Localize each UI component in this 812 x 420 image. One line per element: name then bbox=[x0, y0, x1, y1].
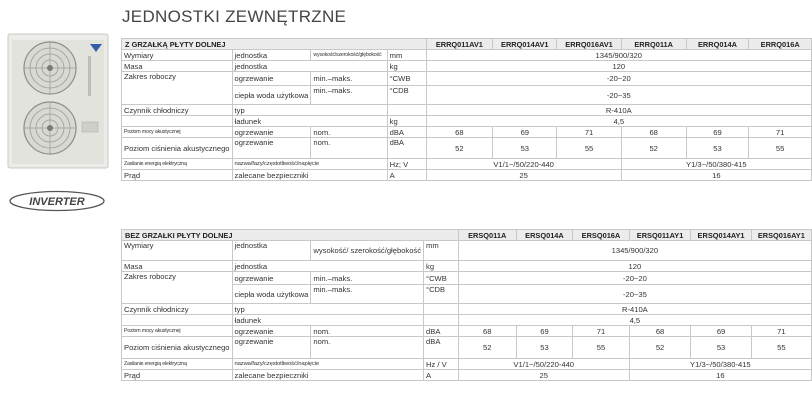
table-cell: Zakres roboczy bbox=[122, 72, 233, 105]
table-cell: Hz / V bbox=[424, 359, 459, 370]
table-cell: Poziom ciśnienia akustycznego bbox=[122, 337, 233, 359]
table-cell: dBA bbox=[424, 337, 459, 359]
table-row bbox=[122, 261, 812, 272]
model-header: ERSQ014AY1 bbox=[691, 230, 751, 241]
table-cell: R-410A bbox=[458, 304, 811, 315]
model-header: ERRQ014A bbox=[686, 39, 749, 50]
table-cell: °CWB bbox=[424, 272, 459, 285]
model-header: ERRQ011AV1 bbox=[426, 39, 493, 50]
table-cell: Zasilanie energią elektryczną bbox=[122, 359, 233, 370]
table-cell: 71 bbox=[557, 127, 621, 138]
inverter-badge bbox=[8, 190, 106, 212]
model-header: ERRQ014AV1 bbox=[493, 39, 557, 50]
table-cell: 68 bbox=[629, 326, 691, 337]
table-cell: 25 bbox=[458, 370, 629, 381]
table-cell: dBA bbox=[387, 138, 426, 159]
table-row bbox=[122, 326, 812, 337]
table-cell: Poziom ciśnienia akustycznego bbox=[122, 138, 233, 159]
table-cell: Zasilanie energią elektryczną bbox=[122, 159, 233, 170]
table-row bbox=[122, 170, 812, 181]
outdoor-unit-image bbox=[6, 32, 110, 170]
model-header: ERRQ011A bbox=[621, 39, 686, 50]
dims-value: 1345/900/320 bbox=[426, 50, 811, 61]
table-cell: zalecane bezpieczniki bbox=[232, 370, 424, 381]
table-cell: wysokość/ szerokość/głębokość bbox=[311, 241, 424, 261]
table-row bbox=[122, 127, 812, 138]
table-cell: nazwa/fazy/częstotliwość/napięcie bbox=[232, 359, 424, 370]
table-cell: Prąd bbox=[122, 370, 233, 381]
table-cell bbox=[122, 315, 233, 326]
table-cell: min.–maks. bbox=[311, 72, 387, 86]
table-cell: min.–maks. bbox=[311, 86, 387, 105]
model-header: ERRQ016A bbox=[749, 39, 812, 50]
table-cell bbox=[122, 116, 233, 127]
spec-table-with-heater bbox=[121, 38, 812, 181]
table-cell: ogrzewanie bbox=[232, 326, 311, 337]
table-cell: ogrzewanie bbox=[232, 337, 311, 359]
spec-table-without-heater bbox=[121, 229, 812, 381]
model-header: ERSQ011A bbox=[458, 230, 516, 241]
table-cell: ogrzewanie bbox=[232, 127, 311, 138]
table-cell: -20~35 bbox=[458, 285, 811, 304]
table-row bbox=[122, 105, 812, 116]
model-header: ERSQ014A bbox=[516, 230, 573, 241]
table-cell: Masa bbox=[122, 261, 233, 272]
table-cell: Y1/3~/50/380-415 bbox=[629, 359, 811, 370]
table-cell: V1/1~/50/220-440 bbox=[458, 359, 629, 370]
table-cell: typ bbox=[232, 105, 387, 116]
section-title: BEZ GRZAŁKI PŁYTY DOLNEJ bbox=[122, 230, 459, 241]
table-cell: 52 bbox=[458, 337, 516, 359]
table-cell: Czynnik chłodniczy bbox=[122, 304, 233, 315]
table-header-row bbox=[122, 39, 812, 50]
table-row bbox=[122, 241, 812, 261]
table-row bbox=[122, 61, 812, 72]
table-cell: °CWB bbox=[387, 72, 426, 86]
page-title: JEDNOSTKI ZEWNĘTRZNE bbox=[122, 7, 347, 26]
table-cell: min.–maks. bbox=[311, 272, 424, 285]
model-header: ERSQ011AY1 bbox=[629, 230, 691, 241]
fan-grille-bottom-icon bbox=[24, 102, 76, 154]
table-cell: 52 bbox=[629, 337, 691, 359]
table-cell: nazwa/fazy/częstotliwość/napięcie bbox=[232, 159, 387, 170]
table-cell: Prąd bbox=[122, 170, 233, 181]
table-cell: Y1/3~/50/380-415 bbox=[621, 159, 811, 170]
table-row bbox=[122, 370, 812, 381]
table-row bbox=[122, 72, 812, 86]
table-cell: 53 bbox=[516, 337, 573, 359]
table-cell: 53 bbox=[686, 138, 749, 159]
table-cell: mm bbox=[424, 241, 459, 261]
table-cell: 53 bbox=[493, 138, 557, 159]
table-cell: 69 bbox=[493, 127, 557, 138]
table-cell: jednostka bbox=[232, 261, 424, 272]
table-cell bbox=[387, 105, 426, 116]
table-cell: 71 bbox=[573, 326, 630, 337]
table-row bbox=[122, 138, 812, 159]
table-cell: jednostka bbox=[232, 241, 311, 261]
table-cell bbox=[424, 304, 459, 315]
table-row bbox=[122, 359, 812, 370]
table-cell: 52 bbox=[621, 138, 686, 159]
table-cell: nom. bbox=[311, 138, 387, 159]
table-cell: 4,5 bbox=[426, 116, 811, 127]
table-cell: ogrzewanie bbox=[232, 272, 311, 285]
table-cell: Zakres roboczy bbox=[122, 272, 233, 304]
table-cell: Hz; V bbox=[387, 159, 426, 170]
table-cell: 71 bbox=[749, 127, 812, 138]
table-row bbox=[122, 315, 812, 326]
table-cell: 68 bbox=[426, 127, 493, 138]
fan-grille-top-icon bbox=[24, 42, 76, 94]
table-row bbox=[122, 159, 812, 170]
table-cell: nom. bbox=[311, 127, 387, 138]
table-cell: 52 bbox=[426, 138, 493, 159]
table-cell: Wymiary bbox=[122, 241, 233, 261]
model-header: ERSQ016AY1 bbox=[751, 230, 811, 241]
table-cell: 55 bbox=[751, 337, 811, 359]
table-cell: nom. bbox=[311, 337, 424, 359]
table-cell: jednostka bbox=[232, 50, 311, 61]
dims-value: 1345/900/320 bbox=[458, 241, 811, 261]
model-header: ERSQ016A bbox=[573, 230, 630, 241]
table-cell: 16 bbox=[629, 370, 811, 381]
table-row bbox=[122, 272, 812, 285]
table-cell: zalecane bezpieczniki bbox=[232, 170, 387, 181]
table-cell: Czynnik chłodniczy bbox=[122, 105, 233, 116]
table-cell: Poziom mocy akustycznej bbox=[122, 127, 233, 138]
table-cell: 69 bbox=[516, 326, 573, 337]
table-cell: ciepła woda użytkowa bbox=[232, 86, 311, 105]
table-cell: min.–maks. bbox=[311, 285, 424, 304]
table-cell: ładunek bbox=[232, 315, 424, 326]
table-cell: ogrzewanie bbox=[232, 72, 311, 86]
table-cell: kg bbox=[387, 61, 426, 72]
model-header: ERRQ016AV1 bbox=[557, 39, 621, 50]
table-cell: ogrzewanie bbox=[232, 138, 311, 159]
table-cell: °CDB bbox=[387, 86, 426, 105]
table-cell: mm bbox=[387, 50, 426, 61]
table-cell: °CDB bbox=[424, 285, 459, 304]
table-cell: -20~35 bbox=[426, 86, 811, 105]
table-cell: -20~20 bbox=[426, 72, 811, 86]
table-cell: nom. bbox=[311, 326, 424, 337]
table-cell: -20~20 bbox=[458, 272, 811, 285]
table-cell: 71 bbox=[751, 326, 811, 337]
table-cell: A bbox=[387, 170, 426, 181]
table-header-row bbox=[122, 230, 812, 241]
table-cell: Poziom mocy akustycznej bbox=[122, 326, 233, 337]
table-cell bbox=[424, 315, 459, 326]
table-cell: 25 bbox=[426, 170, 621, 181]
table-cell: 68 bbox=[621, 127, 686, 138]
table-cell: 69 bbox=[686, 127, 749, 138]
table-cell: dBA bbox=[387, 127, 426, 138]
table-row bbox=[122, 116, 812, 127]
mass-value: 120 bbox=[426, 61, 811, 72]
table-cell: kg bbox=[387, 116, 426, 127]
table-cell: 55 bbox=[557, 138, 621, 159]
table-cell: dBA bbox=[424, 326, 459, 337]
table-cell: Masa bbox=[122, 61, 233, 72]
table-cell: 4,5 bbox=[458, 315, 811, 326]
table-cell: ciepła woda użytkowa bbox=[232, 285, 311, 304]
table-cell: typ bbox=[232, 304, 424, 315]
table-cell: R-410A bbox=[426, 105, 811, 116]
table-cell: 55 bbox=[749, 138, 812, 159]
table-cell: V1/1~/50/220-440 bbox=[426, 159, 621, 170]
section-title: Z GRZAŁKĄ PŁYTY DOLNEJ bbox=[122, 39, 427, 50]
table-cell: 55 bbox=[573, 337, 630, 359]
table-row bbox=[122, 50, 812, 61]
table-row bbox=[122, 337, 812, 359]
table-cell: A bbox=[424, 370, 459, 381]
inverter-text: INVERTER bbox=[29, 196, 85, 208]
table-cell: Wymiary bbox=[122, 50, 233, 61]
table-cell: wysokość/szerokość/głębokość bbox=[311, 50, 387, 61]
table-row bbox=[122, 304, 812, 315]
table-cell: kg bbox=[424, 261, 459, 272]
table-cell: 68 bbox=[458, 326, 516, 337]
table-cell: ładunek bbox=[232, 116, 387, 127]
table-cell: 16 bbox=[621, 170, 811, 181]
table-cell: 53 bbox=[691, 337, 751, 359]
table-cell: 69 bbox=[691, 326, 751, 337]
table-cell: jednostka bbox=[232, 61, 387, 72]
mass-value: 120 bbox=[458, 261, 811, 272]
